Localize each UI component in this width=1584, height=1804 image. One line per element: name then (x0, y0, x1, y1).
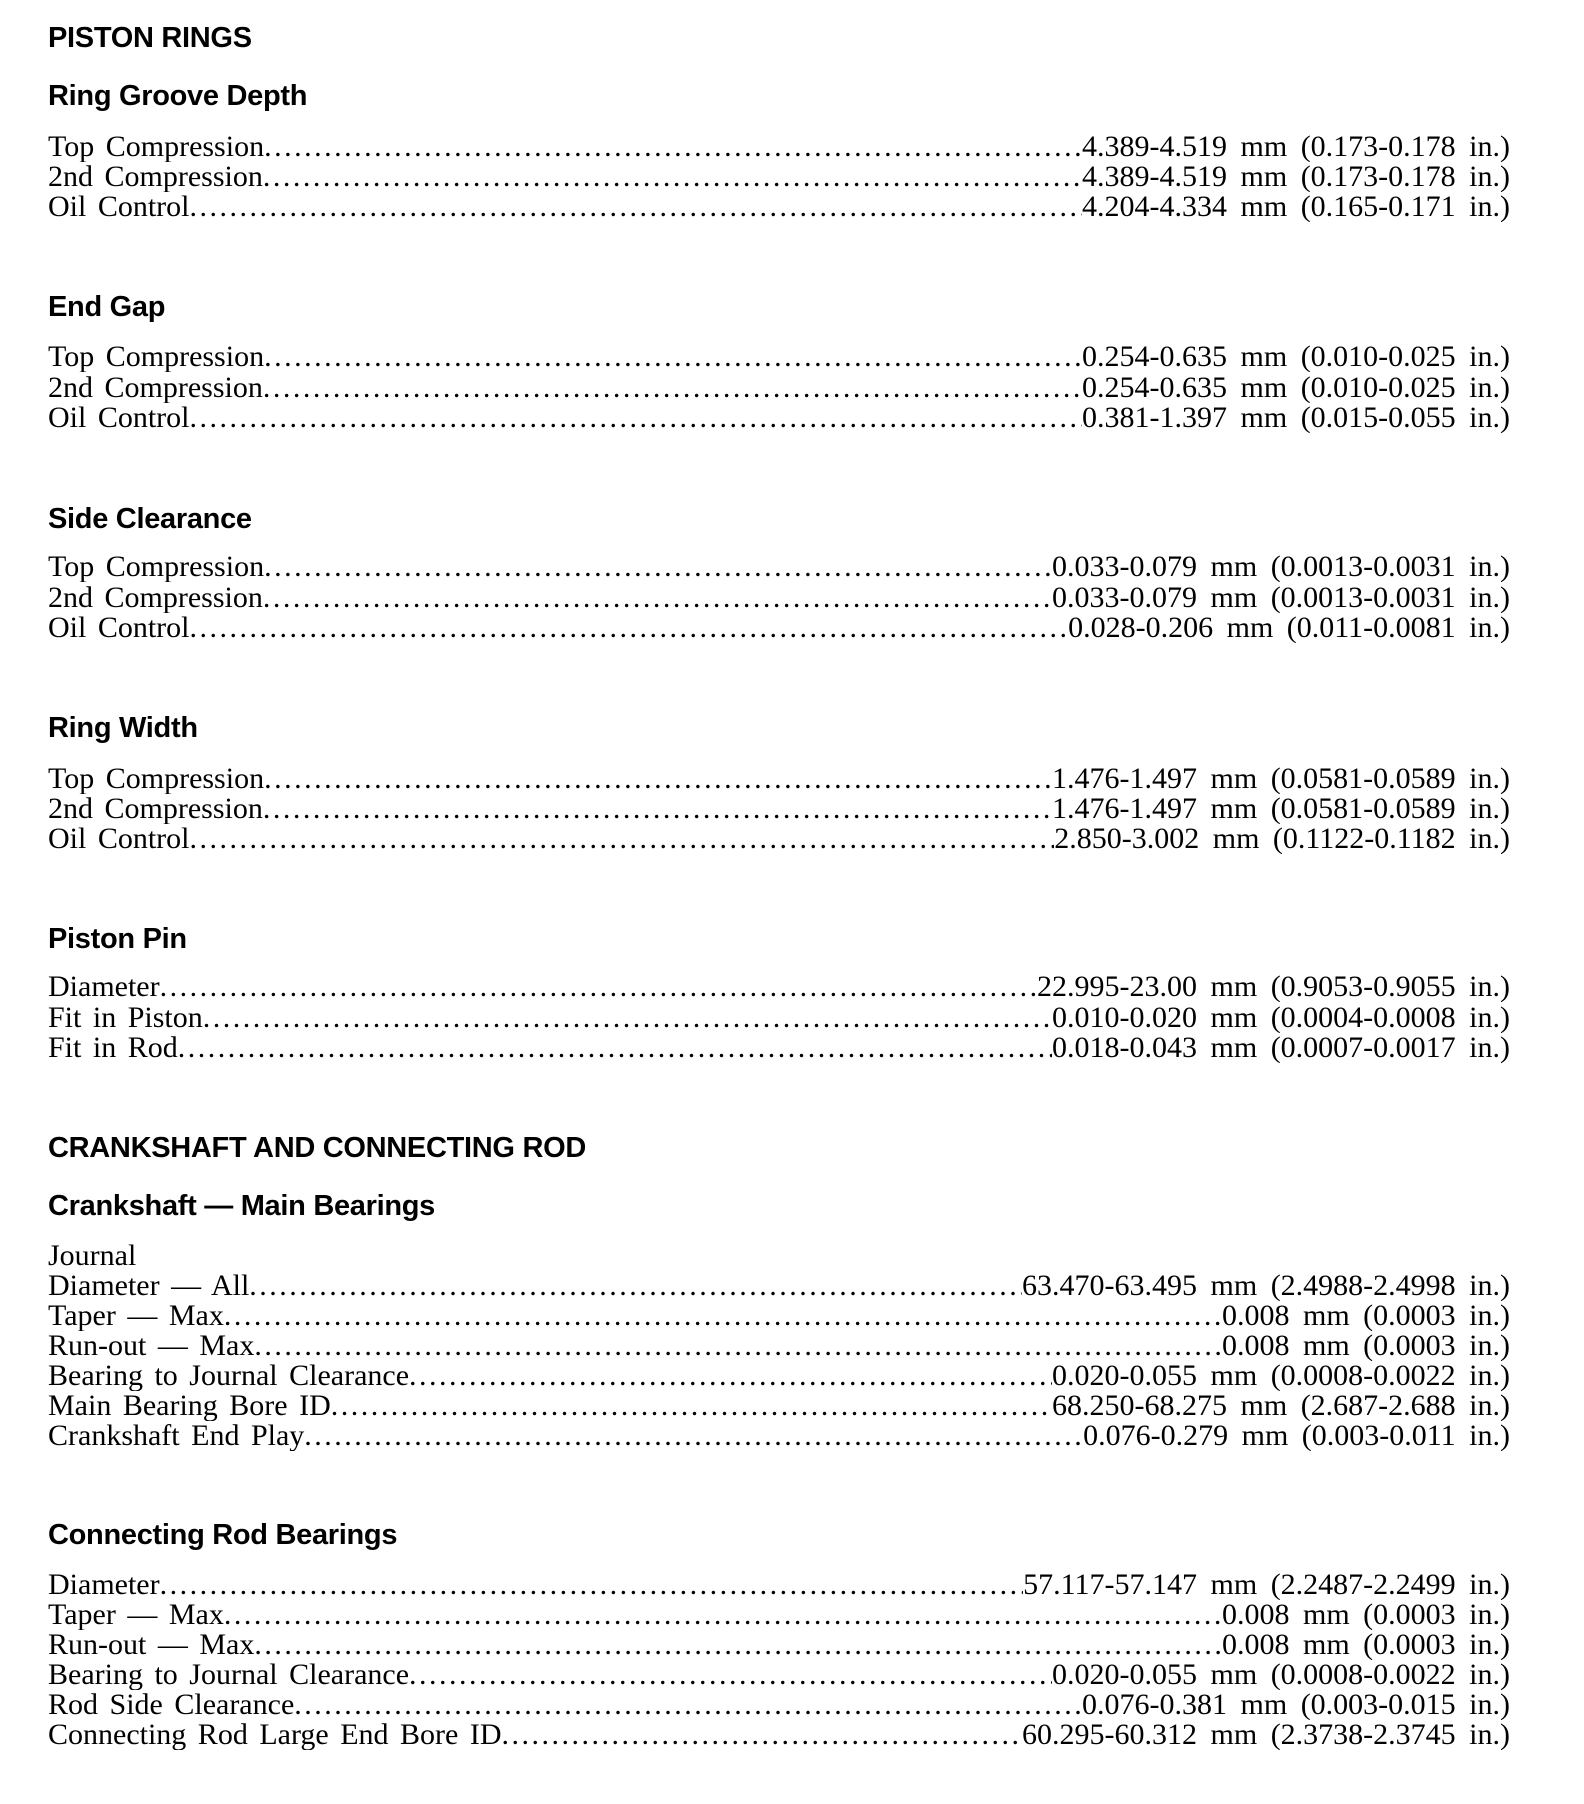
spec-value: 0.010-0.020 mm (0.0004-0.0008 in.) (1052, 1003, 1510, 1033)
spec-row (48, 1271, 1510, 1301)
spec-label: Oil Control (48, 192, 190, 222)
dot-leader (263, 162, 1082, 192)
spec-row (48, 552, 1510, 582)
spec-value: 1.476-1.497 mm (0.0581-0.0589 in.) (1052, 794, 1510, 824)
subsection-title: Crankshaft — Main Bearings (48, 1190, 436, 1222)
spec-row (48, 192, 1510, 222)
dot-leader (178, 1033, 1052, 1063)
spec-row (48, 1391, 1510, 1421)
dot-leader (264, 764, 1052, 794)
dot-leader (224, 1600, 1222, 1630)
spec-value: 4.204-4.334 mm (0.165-0.171 in.) (1082, 192, 1510, 222)
dot-leader (331, 1391, 1052, 1421)
spec-row (48, 972, 1510, 1002)
spec-row (48, 613, 1510, 643)
group-label: Journal (48, 1239, 137, 1272)
spec-label: Run-out — Max (48, 1331, 255, 1361)
spec-label: 2nd Compression (48, 162, 263, 192)
dot-leader (263, 373, 1082, 403)
spec-label: Run-out — Max (48, 1630, 255, 1660)
spec-row (48, 1720, 1510, 1750)
dot-leader (224, 1301, 1222, 1331)
spec-label: Diameter — All (48, 1271, 250, 1301)
dot-leader (263, 794, 1052, 824)
dot-leader (304, 1421, 1083, 1451)
spec-label: Diameter (48, 972, 160, 1002)
spec-row (48, 1690, 1510, 1720)
dot-leader (160, 1570, 1024, 1600)
dot-leader (409, 1361, 1052, 1391)
section-title: PISTON RINGS (48, 22, 252, 54)
dot-leader (160, 972, 1037, 1002)
spec-label: Taper — Max (48, 1301, 224, 1331)
spec-label: Top Compression (48, 552, 265, 582)
spec-label: Rod Side Clearance (48, 1690, 295, 1720)
spec-row (48, 764, 1510, 794)
spec-value: 0.008 mm (0.0003 in.) (1222, 1600, 1510, 1630)
spec-value: 0.020-0.055 mm (0.0008-0.0022 in.) (1052, 1361, 1510, 1391)
dot-leader (249, 1271, 1022, 1301)
spec-row (48, 1033, 1510, 1063)
spec-value: 60.295-60.312 mm (2.3738-2.3745 in.) (1022, 1720, 1510, 1750)
spec-value: 68.250-68.275 mm (2.687-2.688 in.) (1052, 1391, 1510, 1421)
subsection-title: End Gap (48, 291, 166, 323)
dot-leader (502, 1720, 1023, 1750)
spec-row (48, 403, 1510, 433)
spec-row (48, 1331, 1510, 1361)
spec-value: 0.033-0.079 mm (0.0013-0.0031 in.) (1052, 583, 1510, 613)
spec-value: 0.076-0.279 mm (0.003-0.011 in.) (1083, 1421, 1510, 1451)
dot-leader (190, 192, 1083, 222)
spec-value: 2.850-3.002 mm (0.1122-0.1182 in.) (1054, 824, 1510, 854)
spec-value: 0.076-0.381 mm (0.003-0.015 in.) (1082, 1690, 1510, 1720)
spec-value: 0.254-0.635 mm (0.010-0.025 in.) (1082, 373, 1510, 403)
spec-row (48, 1421, 1510, 1451)
spec-label: Bearing to Journal Clearance (48, 1361, 410, 1391)
spec-row (48, 1570, 1510, 1600)
spec-label: 2nd Compression (48, 794, 263, 824)
subsection-title: Ring Groove Depth (48, 80, 308, 112)
dot-leader (254, 1331, 1222, 1361)
spec-row (48, 342, 1510, 372)
dot-leader (264, 552, 1052, 582)
spec-value: 63.470-63.495 mm (2.4988-2.4998 in.) (1022, 1271, 1510, 1301)
spec-label: Oil Control (48, 613, 190, 643)
subsection-title: Ring Width (48, 712, 198, 744)
dot-leader (190, 613, 1069, 643)
spec-label: Diameter (48, 1570, 160, 1600)
subsection-title: Connecting Rod Bearings (48, 1519, 398, 1551)
spec-value: 4.389-4.519 mm (0.173-0.178 in.) (1082, 162, 1510, 192)
spec-value: 0.020-0.055 mm (0.0008-0.0022 in.) (1052, 1660, 1510, 1690)
spec-value: 4.389-4.519 mm (0.173-0.178 in.) (1082, 132, 1510, 162)
spec-value: 57.117-57.147 mm (2.2487-2.2499 in.) (1023, 1570, 1510, 1600)
spec-label: Top Compression (48, 764, 265, 794)
spec-value: 0.008 mm (0.0003 in.) (1222, 1331, 1510, 1361)
spec-label: Oil Control (48, 403, 190, 433)
spec-row (48, 1301, 1510, 1331)
spec-label: Top Compression (48, 342, 265, 372)
spec-row (48, 583, 1510, 613)
dot-leader (203, 1003, 1052, 1033)
spec-value: 22.995-23.00 mm (0.9053-0.9055 in.) (1037, 972, 1510, 1002)
section-title: CRANKSHAFT AND CONNECTING ROD (48, 1132, 586, 1164)
spec-value: 1.476-1.497 mm (0.0581-0.0589 in.) (1052, 764, 1510, 794)
dot-leader (190, 403, 1083, 433)
dot-leader (190, 824, 1055, 854)
spec-row (48, 132, 1510, 162)
spec-value: 0.008 mm (0.0003 in.) (1222, 1301, 1510, 1331)
spec-value: 0.254-0.635 mm (0.010-0.025 in.) (1082, 342, 1510, 372)
spec-value: 0.381-1.397 mm (0.015-0.055 in.) (1082, 403, 1510, 433)
spec-label: Fit in Piston (48, 1003, 203, 1033)
spec-row (48, 824, 1510, 854)
subsection-title: Piston Pin (48, 923, 187, 955)
spec-row (48, 1600, 1510, 1630)
spec-label: Bearing to Journal Clearance (48, 1660, 410, 1690)
spec-row (48, 162, 1510, 192)
spec-value: 0.033-0.079 mm (0.0013-0.0031 in.) (1052, 552, 1510, 582)
spec-label: Connecting Rod Large End Bore ID (48, 1720, 502, 1750)
spec-row (48, 1003, 1510, 1033)
spec-row (48, 1361, 1510, 1391)
dot-leader (409, 1660, 1052, 1690)
spec-value: 0.008 mm (0.0003 in.) (1222, 1630, 1510, 1660)
spec-label: Main Bearing Bore ID (48, 1391, 331, 1421)
spec-row (48, 373, 1510, 403)
spec-label: Oil Control (48, 824, 190, 854)
subsection-title: Side Clearance (48, 503, 252, 535)
spec-row (48, 1660, 1510, 1690)
spec-row (48, 794, 1510, 824)
dot-leader (254, 1630, 1222, 1660)
spec-value: 0.028-0.206 mm (0.011-0.0081 in.) (1068, 613, 1510, 643)
spec-label: Taper — Max (48, 1600, 224, 1630)
dot-leader (294, 1690, 1082, 1720)
spec-row (48, 1630, 1510, 1660)
spec-value: 0.018-0.043 mm (0.0007-0.0017 in.) (1052, 1033, 1510, 1063)
spec-label: Fit in Rod (48, 1033, 178, 1063)
spec-label: 2nd Compression (48, 583, 263, 613)
dot-leader (264, 342, 1082, 372)
dot-leader (263, 583, 1052, 613)
spec-label: Top Compression (48, 132, 265, 162)
spec-label: 2nd Compression (48, 373, 263, 403)
dot-leader (264, 132, 1082, 162)
spec-label: Crankshaft End Play (48, 1421, 305, 1451)
